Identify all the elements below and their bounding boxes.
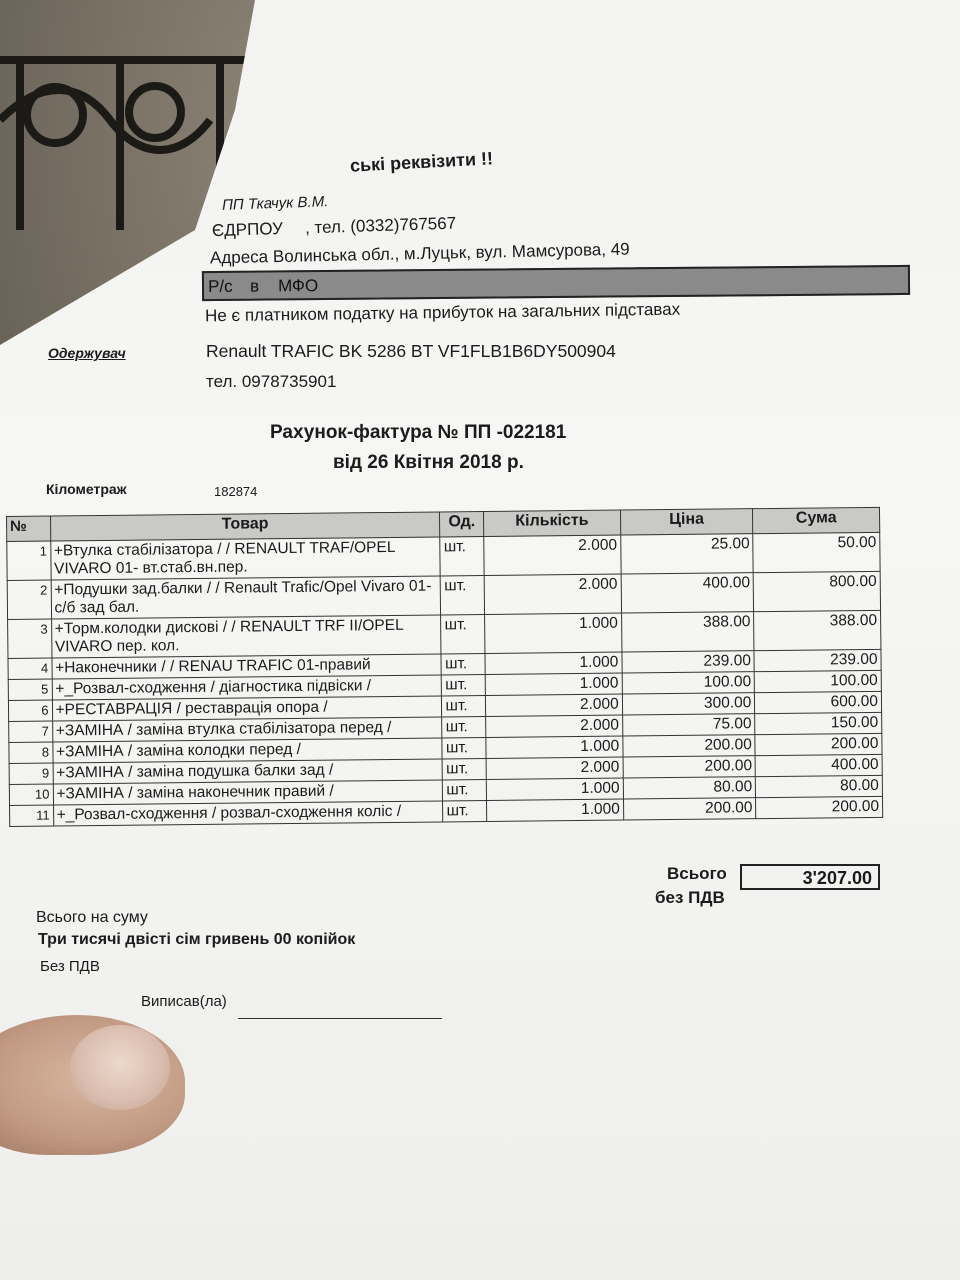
row-item: +ЗАМІНА / заміна подушка балки зад / xyxy=(53,759,443,784)
row-unit: шт. xyxy=(440,536,484,575)
seller-address: Адреса Волинська обл., м.Луцьк, вул. Мамсурова, 49 xyxy=(209,239,630,268)
row-sum: 400.00 xyxy=(755,754,882,776)
items-table xyxy=(6,507,883,827)
row-sum: 200.00 xyxy=(756,796,883,818)
row-item: +ЗАМІНА / заміна втулка стабілізатора перед / xyxy=(52,717,442,742)
row-item: +_Розвал-сходження / діагностика підвіски / xyxy=(52,675,442,700)
row-number: 4 xyxy=(8,658,52,679)
mileage-value: 182874 xyxy=(214,484,258,499)
row-number: 3 xyxy=(8,619,52,658)
row-qty: 2.000 xyxy=(486,715,623,737)
requisites-heading: ські реквізити !! xyxy=(349,148,494,176)
row-unit: шт. xyxy=(441,575,485,614)
col-item-header: Товар xyxy=(50,512,440,541)
row-sum: 600.00 xyxy=(755,691,882,713)
row-unit: шт. xyxy=(442,716,486,737)
row-price: 388.00 xyxy=(621,612,754,652)
row-unit: шт. xyxy=(441,614,485,653)
row-unit: шт. xyxy=(443,779,487,800)
recipient-label: Одержувач xyxy=(48,345,126,361)
signature-line xyxy=(238,1018,442,1019)
mileage-label: Кілометраж xyxy=(46,481,127,497)
bank-account-bar xyxy=(202,265,910,301)
row-number: 10 xyxy=(9,784,53,805)
account-label: Р/с xyxy=(207,276,233,297)
sum-label: Всього на суму xyxy=(36,909,148,926)
invoice-title: Рахунок-фактура № ПП -022181 xyxy=(270,422,567,443)
row-item: +Торм.колодки дискові / / RENAULT TRF II/OPEL VIVARO пер. кол. xyxy=(51,615,441,658)
row-number: 8 xyxy=(9,742,53,763)
seller-edrpou: ЄДРПОУ xyxy=(211,218,284,241)
row-item: +Подушки зад.балки / / Renault Trafic/Opel Vivaro 01- с/б зад бал. xyxy=(51,576,441,619)
total-label: Всього xyxy=(667,864,727,883)
row-sum: 388.00 xyxy=(754,610,881,650)
col-sum-header: Сума xyxy=(753,507,880,533)
row-sum: 80.00 xyxy=(756,775,883,797)
vat-footer: Без ПДВ xyxy=(40,958,100,975)
row-price: 25.00 xyxy=(620,534,753,574)
col-unit-header: Од. xyxy=(440,511,484,536)
row-qty: 1.000 xyxy=(485,673,622,695)
total-vat-note: без ПДВ xyxy=(655,888,725,907)
row-number: 11 xyxy=(10,805,54,826)
row-unit: шт. xyxy=(441,653,485,674)
row-qty: 1.000 xyxy=(485,613,622,653)
row-unit: шт. xyxy=(442,695,486,716)
col-price-header: Ціна xyxy=(620,509,753,535)
row-qty: 1.000 xyxy=(485,652,622,674)
row-sum: 150.00 xyxy=(755,712,882,734)
row-number: 6 xyxy=(8,700,52,721)
row-item: +РЕСТАВРАЦІЯ / реставрація опора / xyxy=(52,696,442,721)
sum-in-words: Три тисячі двісті сім гривень 00 копійок xyxy=(38,931,356,948)
row-sum: 200.00 xyxy=(755,733,882,755)
mfo-label: МФО xyxy=(277,276,319,296)
row-qty: 1.000 xyxy=(486,736,623,758)
row-item: +Втулка стабілізатора / / RENAULT TRAF/OPEL VIVARO 01- вт.стаб.вн.пер. xyxy=(50,537,440,580)
row-sum: 239.00 xyxy=(754,649,881,671)
row-qty: 2.000 xyxy=(484,535,621,575)
tax-note: Не є платником податку на прибуток на загальних підставах xyxy=(204,299,681,326)
row-price: 200.00 xyxy=(623,756,756,778)
row-number: 2 xyxy=(7,580,51,619)
row-unit: шт. xyxy=(442,674,486,695)
row-price: 100.00 xyxy=(622,672,755,694)
row-item: +_Розвал-сходження / розвал-сходження коліс / xyxy=(53,801,443,826)
seller-name: ПП Ткачук В.М. xyxy=(221,193,329,214)
row-qty: 1.000 xyxy=(486,778,623,800)
recipient-phone: тел. 0978735901 xyxy=(206,372,337,391)
seller-phone: , тел. (0332)767567 xyxy=(304,213,457,238)
row-number: 9 xyxy=(9,763,53,784)
signed-by-label: Виписав(ла) xyxy=(141,993,227,1010)
row-item: +Наконечники / / RENAU TRAFIC 01-правий xyxy=(52,654,442,679)
row-price: 239.00 xyxy=(622,651,755,673)
account-in-label: в xyxy=(249,276,260,296)
row-sum: 50.00 xyxy=(753,532,880,572)
row-price: 80.00 xyxy=(623,777,756,799)
row-unit: шт. xyxy=(443,758,487,779)
thumbnail-nail xyxy=(70,1025,170,1110)
row-price: 400.00 xyxy=(621,573,754,613)
col-number-header: № xyxy=(7,516,51,541)
row-sum: 800.00 xyxy=(754,571,881,611)
row-number: 1 xyxy=(7,541,51,580)
row-qty: 1.000 xyxy=(487,799,624,821)
row-number: 5 xyxy=(8,679,52,700)
row-qty: 2.000 xyxy=(486,757,623,779)
row-qty: 2.000 xyxy=(484,574,621,614)
row-qty: 2.000 xyxy=(485,694,622,716)
total-value: 3'207.00 xyxy=(740,864,880,890)
invoice-date: від 26 Квітня 2018 р. xyxy=(333,452,524,473)
recipient-vehicle: Renault TRAFIC BK 5286 BT VF1FLB1B6DY500904 xyxy=(206,341,616,361)
row-item: +ЗАМІНА / заміна наконечник правий / xyxy=(53,780,443,805)
row-price: 200.00 xyxy=(623,798,756,820)
row-price: 300.00 xyxy=(622,693,755,715)
row-sum: 100.00 xyxy=(755,670,882,692)
row-item: +ЗАМІНА / заміна колодки перед / xyxy=(52,738,442,763)
row-price: 200.00 xyxy=(623,735,756,757)
row-unit: шт. xyxy=(442,737,486,758)
row-number: 7 xyxy=(9,721,53,742)
row-unit: шт. xyxy=(443,800,487,821)
col-qty-header: Кількість xyxy=(483,510,620,536)
row-price: 75.00 xyxy=(622,714,755,736)
